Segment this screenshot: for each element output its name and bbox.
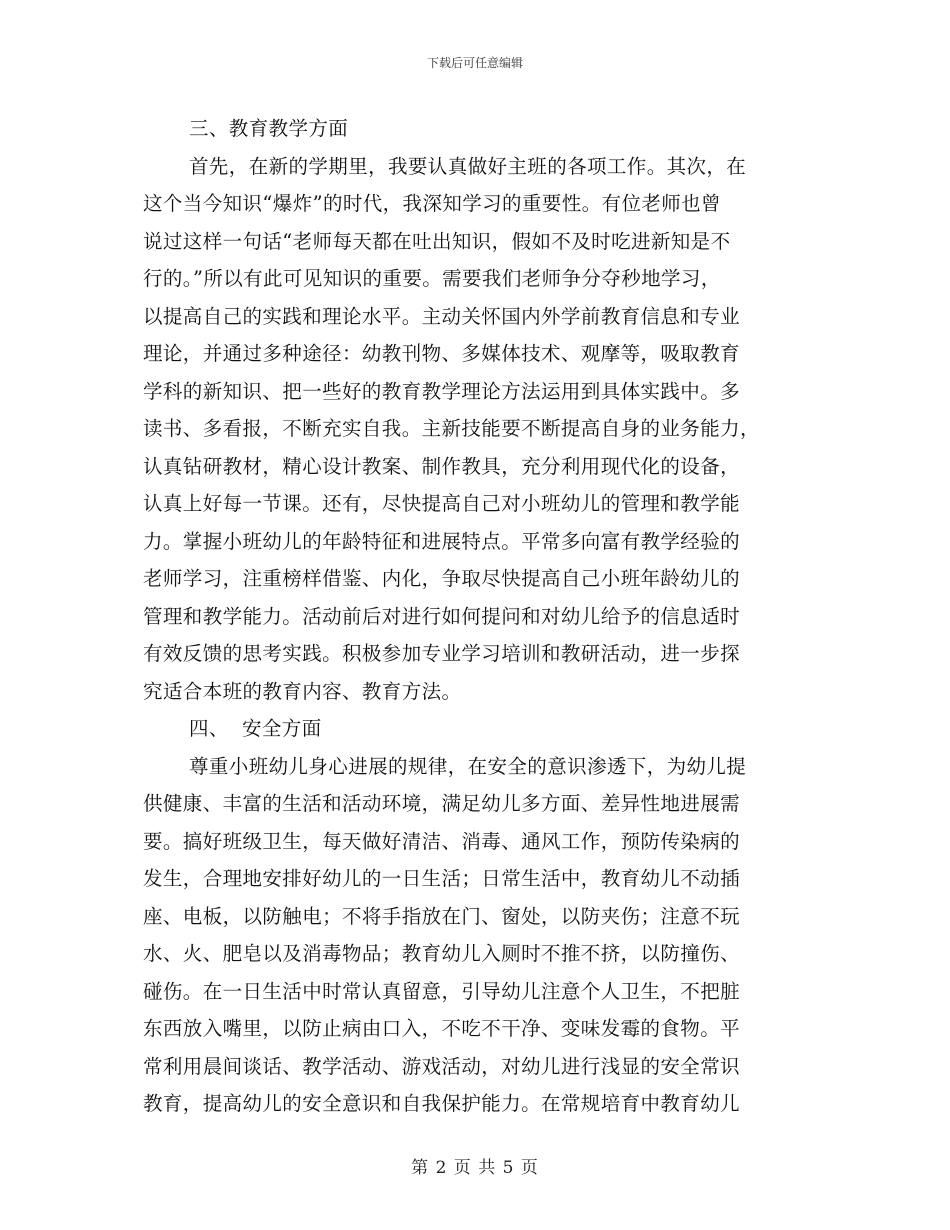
paragraph-line: 东西放入嘴里，以防止病由口入，不吃不干净、变味发霉的食物。平 bbox=[143, 1017, 741, 1040]
paragraph-line: 说过这样一句话“老师每天都在吐出知识，假如不及时吃进新知是不 bbox=[143, 229, 731, 253]
paragraph-line: 认真钻研教材，精心设计教案、制作教具，充分利用现代化的设备， bbox=[143, 454, 741, 478]
paragraph-line: 学科的新知识、把一些好的教育教学理论方法运用到具体实践中。多 bbox=[143, 379, 741, 403]
paragraph-line: 水、火、肥皂以及消毒物品；教育幼儿入厕时不推不挤，以防撞伤、 bbox=[143, 942, 741, 965]
paragraph-line: 认真上好每一节课。还有，尽快提高自己对小班幼儿的管理和教学能 bbox=[143, 492, 741, 515]
paragraph-line: 老师学习，注重榜样借鉴、内化，争取尽快提高自己小班年龄幼儿的 bbox=[143, 567, 741, 590]
paragraph-line: 管理和教学能力。活动前后对进行如何提问和对幼儿给予的信息适时 bbox=[143, 604, 741, 628]
paragraph-line: 读书、多看报，不断充实自我。主新技能要不断提高自身的业务能力， bbox=[143, 417, 760, 440]
paragraph-line: 以提高自己的实践和理论水平。主动关怀国内外学前教育信息和专业 bbox=[143, 304, 741, 328]
page-header: 下载后可任意编辑 bbox=[426, 56, 523, 70]
paragraph-line: 尊重小班幼儿身心进展的规律，在安全的意识渗透下，为幼儿提 bbox=[189, 754, 747, 778]
page-footer: 第 2 页 共 5 页 bbox=[411, 1158, 539, 1178]
document-body bbox=[143, 110, 808, 1123]
paragraph-line: 供健康、丰富的生活和活动环境，满足幼儿多方面、差异性地进展需 bbox=[143, 792, 741, 815]
paragraph-line: 发生，合理地安排好幼儿的一日生活；日常生活中，教育幼儿不动插 bbox=[143, 867, 741, 890]
paragraph-line: 这个当今知识“爆炸”的时代，我深知学习的重要性。有位老师也曾 bbox=[143, 192, 721, 215]
paragraph-line: 首先，在新的学期里，我要认真做好主班的各项工作。其次，在 bbox=[189, 154, 747, 178]
paragraph-line: 力。掌握小班幼儿的年龄特征和进展特点。平常多向富有教学经验的 bbox=[143, 529, 741, 553]
paragraph-line: 碰伤。在一日生活中时常认真留意，引导幼儿注意个人卫生，不把脏 bbox=[143, 979, 741, 1003]
paragraph-line: 理论，并通过多种途径：幼教刊物、多媒体技术、观摩等，吸取教育 bbox=[143, 342, 741, 365]
paragraph-line: 座、电板，以防触电；不将手指放在门、窗处，以防夹伤；注意不玩 bbox=[143, 904, 741, 928]
paragraph-line: 教育，提高幼儿的安全意识和自我保护能力。在常规培育中教育幼儿 bbox=[143, 1092, 741, 1115]
paragraph-line: 究适合本班的教育内容、教育方法。 bbox=[143, 679, 462, 703]
section-heading: 三、教育教学方面 bbox=[189, 117, 349, 140]
paragraph-line: 行的。”所以有此可见知识的重要。需要我们老师争分夺秒地学习， bbox=[143, 267, 721, 290]
paragraph-line: 要。搞好班级卫生，每天做好清洁、消毒、通风工作，预防传染病的 bbox=[143, 829, 741, 853]
paragraph-line: 常利用晨间谈话、教学活动、游戏活动，对幼儿进行浅显的安全常识 bbox=[143, 1054, 741, 1078]
paragraph-line: 有效反馈的思考实践。积极参加专业学习培训和教研活动，进一步探 bbox=[143, 642, 741, 665]
section-heading: 四、 安全方面 bbox=[189, 717, 322, 740]
